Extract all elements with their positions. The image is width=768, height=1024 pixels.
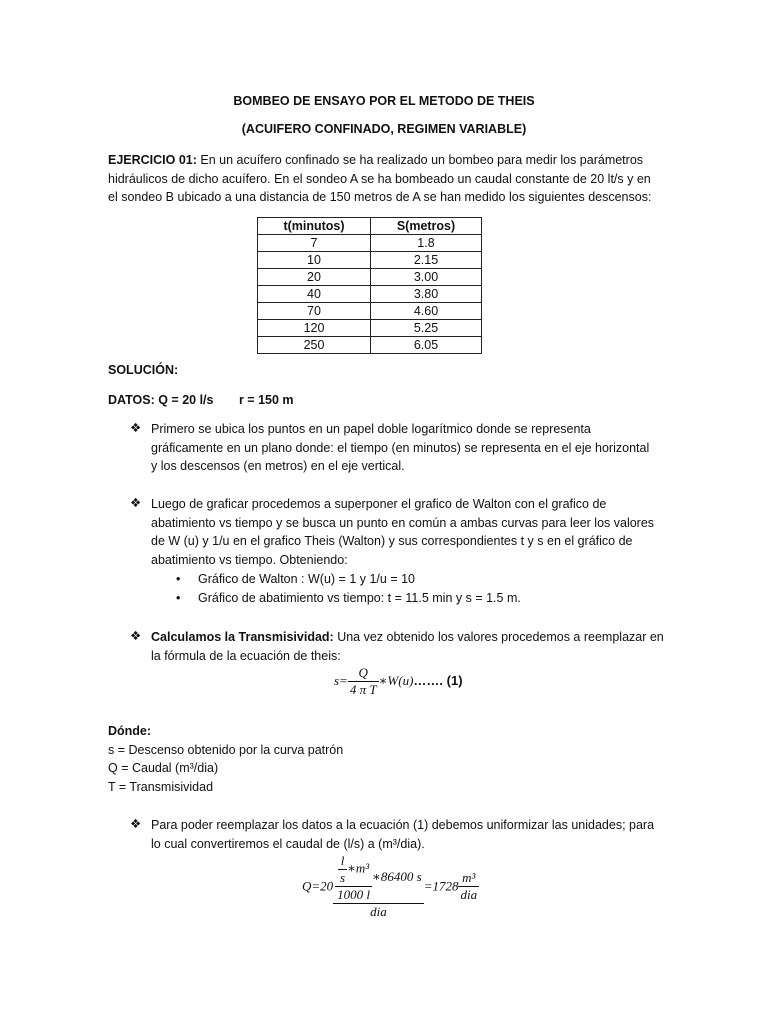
dot-bullet-icon: • <box>176 591 181 605</box>
table-header-row <box>258 218 482 235</box>
table-cell: 40 <box>258 286 371 303</box>
eq2-ls-fraction <box>338 853 347 886</box>
eq2-denominator: dia <box>333 903 424 920</box>
bullet-4-text <box>151 816 666 853</box>
eq2-mult: ∗86400 s <box>372 868 422 884</box>
table-row <box>258 235 482 252</box>
doc-title: BOMBEO DE ENSAYO POR EL METODO DE THEIS <box>233 94 535 108</box>
table-cell: 1.8 <box>371 235 482 252</box>
eq2-1000l: 1000 l <box>337 887 371 902</box>
table-cell: 5.25 <box>371 320 482 337</box>
table-row <box>258 269 482 286</box>
table-row <box>258 337 482 354</box>
sub-bullet-walton: Gráfico de Walton : W(u) = 1 y 1/u = 10 <box>198 572 415 586</box>
dot-bullet-icon: • <box>176 572 181 586</box>
bullet-1-line: y los descensos (en metros) en el eje vertical. <box>151 459 405 473</box>
table-header-drawdown: S(metros) <box>371 218 482 235</box>
bullet-3-bold: Calculamos la Transmisividad: <box>151 630 334 644</box>
sub-bullet-abatimiento: Gráfico de abatimiento vs tiempo: t = 11.5 min y s = 1.5 m. <box>198 591 521 605</box>
eq2-unit-num: m³ <box>462 870 476 885</box>
diamond-bullet-icon: ❖ <box>130 421 142 435</box>
table-cell: 6.05 <box>371 337 482 354</box>
table-cell: 7 <box>258 235 371 252</box>
eq2-numerator <box>333 853 424 903</box>
definitions-heading: Dónde: <box>108 724 152 738</box>
bullet-1-line: Primero se ubica los puntos en un papel doble logarítmico donde se representa <box>151 422 591 436</box>
bullet-2-text <box>151 495 666 569</box>
drawdown-table <box>257 217 482 354</box>
bullet-2-line: Luego de graficar procedemos a superponer el grafico de Walton con el grafico de <box>151 497 607 511</box>
eq2-main-fraction <box>333 853 424 920</box>
bullet-2-line: de W (u) y 1/u en el grafico Theis (Walton) y sus correspondientes t y s en el gráfico de <box>151 534 633 548</box>
exercise-text-1: En un acuífero confinado se ha realizado un bombeo para medir los parámetros <box>196 153 644 167</box>
eq2-l: l <box>340 853 345 868</box>
bullet-3-line: la fórmula de la ecuación de theis: <box>151 648 341 663</box>
eq2-m3: ∗m³ <box>347 860 370 876</box>
table-row <box>258 286 482 303</box>
table-row <box>258 320 482 337</box>
diamond-bullet-icon: ❖ <box>130 629 142 643</box>
data-flow: DATOS: Q = 20 l/s <box>108 393 214 407</box>
bullet-4-line: Para poder reemplazar los datos a la ecuación (1) debemos uniformizar las unidades; para <box>151 818 655 832</box>
bullet-1-line: gráficamente en un plano donde: el tiempo (en minutos) se representa en el eje horizontal <box>151 440 650 455</box>
flow-conversion-equation <box>302 853 479 920</box>
table-cell: 2.15 <box>371 252 482 269</box>
theis-equation <box>334 665 463 698</box>
data-line <box>108 391 663 410</box>
eq1-rhs: ∗W(u) <box>378 672 414 688</box>
bullet-2-line: abatimiento vs tiempo y se busca un punto en común a ambas curvas para leer los valores <box>151 515 655 530</box>
definition-t: T = Transmisividad <box>108 779 214 794</box>
bullet-3-text <box>151 628 666 665</box>
eq2-unit-fraction <box>458 870 479 903</box>
eq2-s: s <box>340 870 346 885</box>
bullet-4-line: lo cual convertiremos el caudal de (l/s) a (m³/dia). <box>151 836 425 851</box>
definition-s: s = Descenso obtenido por la curva patrón <box>108 742 344 757</box>
table-cell: 250 <box>258 337 371 354</box>
eq2-inner-num <box>335 853 372 886</box>
bullet-1-text <box>151 420 666 476</box>
table-row <box>258 303 482 320</box>
eq1-numerator: Q <box>358 665 368 680</box>
table-cell: 10 <box>258 252 371 269</box>
eq2-equals: =1728 <box>423 878 459 894</box>
definitions <box>108 722 663 796</box>
definition-q: Q = Caudal (m³/dia) <box>108 761 219 775</box>
exercise-text-2: hidráulicos de dicho acuífero. En el sondeo A se ha bombeado un caudal constante de 20 lt/s y en <box>108 171 651 186</box>
bullet-2-line: abatimiento vs tiempo. Obteniendo: <box>151 552 348 567</box>
exercise-label: EJERCICIO 01: <box>108 153 197 167</box>
table-header-time: t(minutos) <box>258 218 371 235</box>
eq1-denominator: 4 π T <box>349 682 377 697</box>
eq2-prefix: Q=20 <box>302 878 334 894</box>
table-row <box>258 252 482 269</box>
exercise-text-3: el sondeo B ubicado a una distancia de 150 metros de A se han medido los siguientes descensos: <box>108 190 652 204</box>
table-cell: 3.00 <box>371 269 482 286</box>
solution-heading: SOLUCIÓN: <box>108 363 179 377</box>
eq1-lhs: s= <box>334 672 348 688</box>
bullet-3-line: Una vez obtenido los valores procedemos a reemplazar en <box>333 630 664 644</box>
eq1-fraction <box>348 665 379 698</box>
data-radius: r = 150 m <box>238 393 294 407</box>
table-cell: 20 <box>258 269 371 286</box>
table-cell: 120 <box>258 320 371 337</box>
doc-subtitle: (ACUIFERO CONFINADO, REGIMEN VARIABLE) <box>241 122 527 136</box>
eq2-unit-den: dia <box>460 887 478 902</box>
table-cell: 4.60 <box>371 303 482 320</box>
eq1-label: ……. (1) <box>413 672 463 688</box>
eq2-inner-fraction <box>335 853 372 903</box>
table-cell: 70 <box>258 303 371 320</box>
diamond-bullet-icon: ❖ <box>130 817 142 831</box>
diamond-bullet-icon: ❖ <box>130 496 142 510</box>
table-cell: 3.80 <box>371 286 482 303</box>
exercise-paragraph <box>108 151 663 207</box>
